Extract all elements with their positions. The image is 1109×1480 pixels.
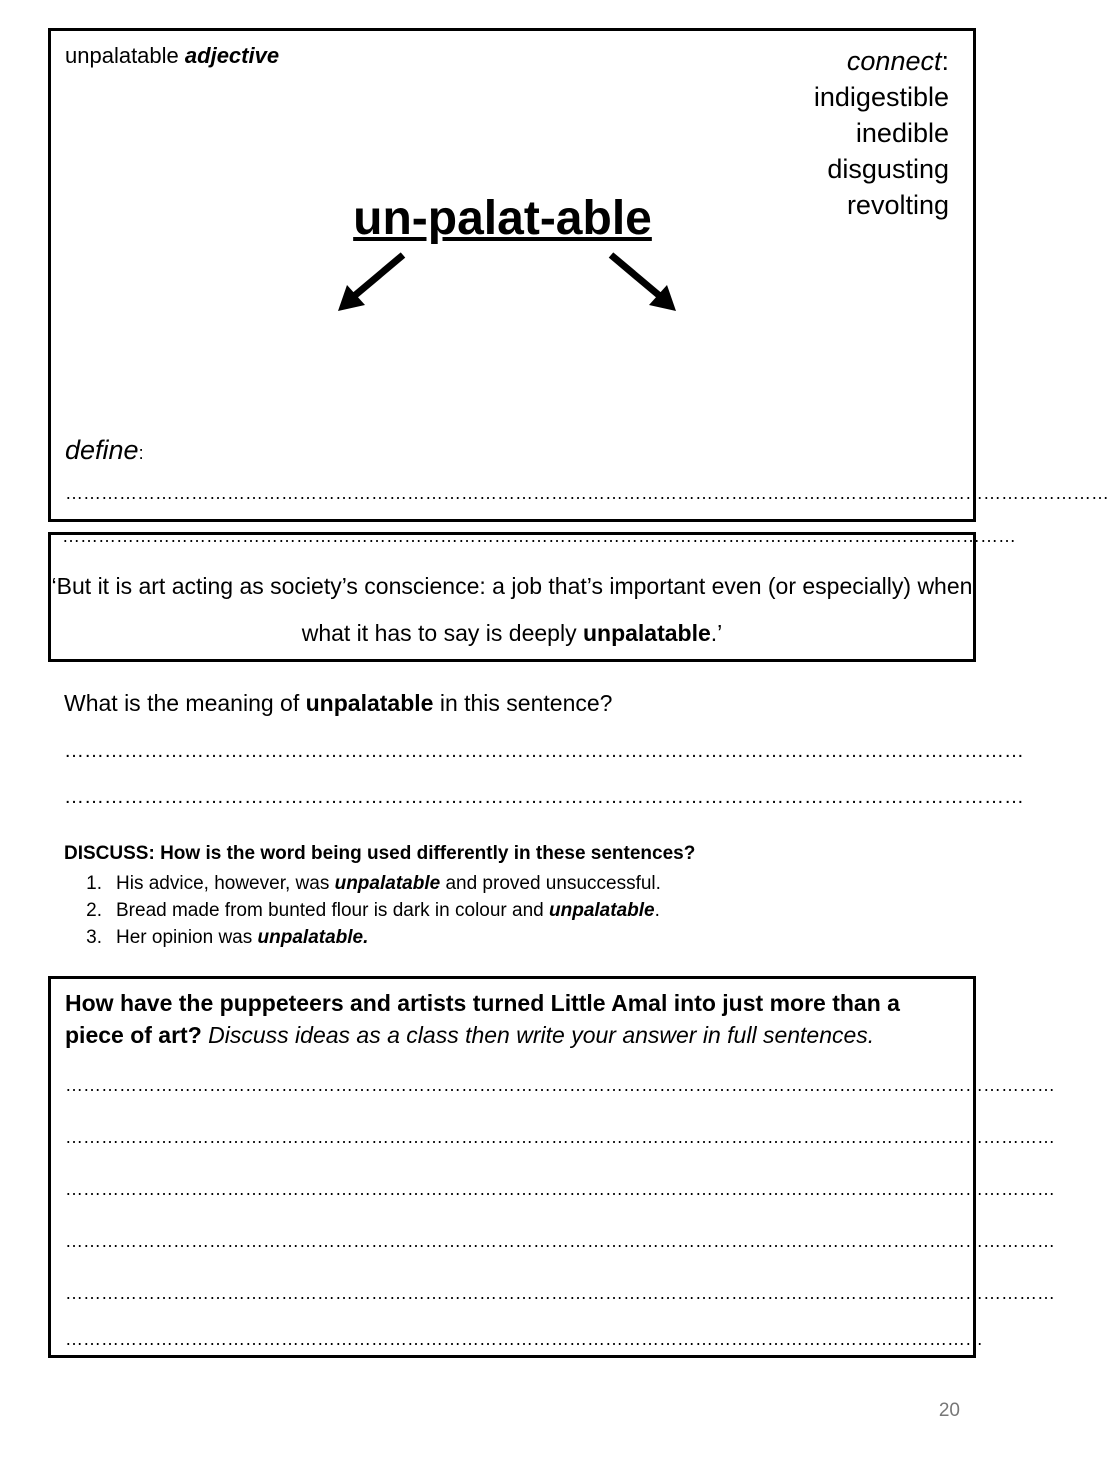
writing-line[interactable]: ………………………………………………………………………………………………………………………………………………… [65, 1127, 1055, 1147]
question-keyword: unpalatable [305, 690, 434, 716]
example-end: . [654, 900, 660, 921]
list-number: 3. [86, 927, 102, 948]
example-sentences [64, 870, 661, 951]
connect-heading: connect: [846, 46, 949, 76]
define-text: define [65, 435, 139, 465]
example-sentence [64, 897, 661, 924]
writing-line[interactable]: ………………………………………………………………………………………………………………………………………………… [65, 1075, 1055, 1095]
left-arrow-icon [338, 255, 403, 311]
define-answer-line[interactable]: ………………………………………………………………………………………………………………………………………………………… [65, 483, 1109, 503]
writing-line[interactable]: ………………………………………………………………………………………………………………………………………………… [65, 1179, 1055, 1199]
task-prompt [65, 987, 945, 1051]
writing-line[interactable]: ………………………………………………………………………………………………………………………………………………… [65, 1283, 1055, 1303]
answer-line[interactable]: ……………………………………………………………………………………………………………………………… [64, 740, 1024, 762]
quote-end: .’ [710, 620, 723, 646]
example-text: Her opinion was [116, 927, 258, 948]
question-text: What is the meaning of [64, 690, 306, 716]
example-keyword: unpalatable [334, 873, 441, 894]
define-label: define: [65, 435, 144, 465]
connect-word: disgusting [827, 154, 949, 184]
answer-line[interactable]: ……………………………………………………………………………………………………………………………… [64, 786, 1024, 808]
writing-line[interactable]: ……………………………………………………………………………………………………………………………………… [65, 1329, 983, 1349]
discuss-heading: DISCUSS: How is the word being used differently in these sentences? [64, 843, 696, 864]
quote-text [51, 563, 973, 657]
connect-word: inedible [855, 118, 949, 148]
right-arrow-icon [611, 255, 676, 311]
question-end: in this sentence? [433, 690, 613, 716]
connect-word: revolting [846, 190, 949, 220]
split-arrows [333, 249, 683, 339]
example-end: and proved unsuccessful. [440, 873, 661, 894]
list-number: 1. [86, 873, 102, 894]
define-answer-line[interactable]: …………………………………………………………………………………………………………………………………………… [62, 526, 1016, 546]
example-keyword: unpalatable. [257, 927, 369, 948]
word-label [65, 43, 279, 69]
vocab-box [48, 28, 1109, 522]
example-text: His advice, however, was [116, 873, 335, 894]
writing-line[interactable]: ………………………………………………………………………………………………………………………………………………… [65, 1231, 1055, 1251]
word-class: adjective [184, 43, 280, 68]
page-number: 20 [938, 1400, 960, 1421]
task-question: How have the puppeteers and artists turned Little Amal into just more than a piece of art? [65, 990, 900, 1048]
list-number: 2. [86, 900, 102, 921]
writing-task-box [48, 976, 1055, 1358]
task-instruction: Discuss ideas as a class then write your answer in full sentences. [201, 1022, 875, 1048]
example-keyword: unpalatable [549, 900, 655, 921]
connect-word: indigestible [813, 82, 949, 112]
quote-keyword: unpalatable [582, 620, 711, 646]
meaning-question [64, 690, 612, 717]
syllable-breakdown: un-palat-able [353, 192, 652, 245]
example-sentence [64, 870, 661, 897]
connect-label: connect [846, 46, 942, 76]
example-text: Bread made from bunted flour is dark in colour and [116, 900, 550, 921]
word: unpalatable [65, 43, 179, 68]
quote-box [48, 532, 976, 662]
quote-body: ‘But it is art acting as society’s conscience: a job that’s important even (or especially) when what it has to say is deeply [51, 573, 973, 646]
example-sentence [64, 924, 661, 951]
